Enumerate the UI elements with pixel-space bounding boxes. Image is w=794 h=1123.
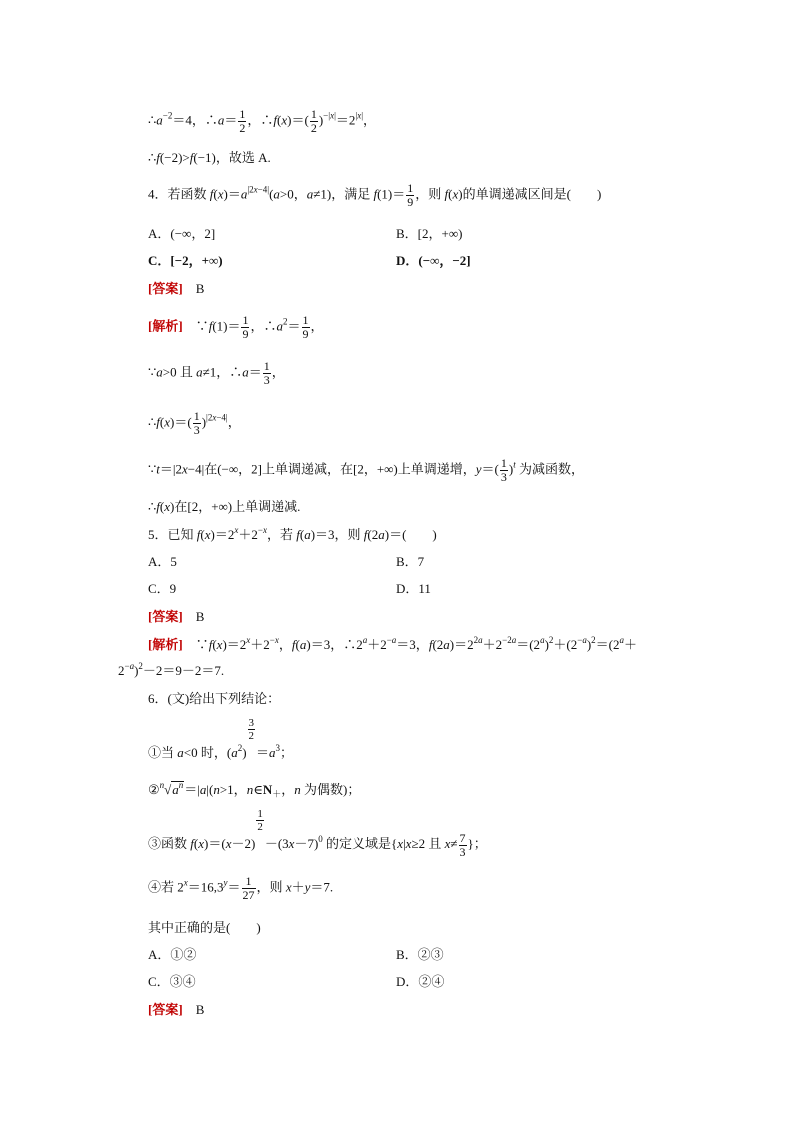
answer-value: B (195, 609, 205, 624)
question-5-stem: 5．已知 $f(x)=2^x+2^{-x}$，若 f(a)＝3，则 f(2a)＝( ) (148, 525, 437, 542)
statement-6-4: ④若 $2^x=16,3^y=$ $\frac{1}{27}$ ，则 x＋y＝7. (148, 874, 334, 902)
option-4d: D．(−∞，−2] (396, 253, 471, 268)
answer-value: B (195, 281, 205, 296)
option-5b: B．7 (396, 554, 425, 569)
statement-6-3: ③函数 f(x)＝(x－2) $\frac{1}{2}$ $-(3x-7)^0$ 的定义域是{x|x≥2 且 x≠ $\frac{7}{3}$ }； (148, 808, 487, 859)
option-6d: D．②④ (396, 974, 445, 989)
question-4-stem: 4．若函数 $f(x)=a^{|2x-4|}(a>0$，a≠1)，满足 f(1)＝ $\frac{1}{9}$ ，则 f(x)的单调递减区间是( ) (148, 181, 602, 209)
answer-6 (148, 999, 204, 1018)
analysis-4-line-1: [解析] ∵f(1)＝ $\frac{1}{9}$ ，$\therefore a^2=$ $\frac{1}{9}$ ， (148, 313, 324, 341)
option-5a: A．5 (148, 554, 177, 569)
answer-value: B (195, 1002, 205, 1017)
solution-line-2: ∴f(−2)>f(−1)，故选 A. (148, 150, 271, 165)
analysis-tag: [解析] (148, 637, 183, 652)
analysis-tag: [解析] (148, 318, 183, 334)
statement-6-2: $②^n√a^n=|a|(n>1$，$n\in N_+$，n 为偶数)； (148, 780, 361, 799)
analysis-5-line-1: [解析] $\because f(x)=2^x+2^{-x}$，f(a)＝3，$\therefore 2^a+2^{-a}=3$，$f(2a)=2^{2a}+2^{-2a}=(2^a)^2+(2^{-a})^2=(2^a+$ (148, 635, 638, 652)
option-5d: D．11 (396, 581, 431, 596)
analysis-4-line-3: ∴f(x)＝( $\frac{1}{3}$ )$^{|2x-4|}$， (148, 409, 241, 437)
option-4b: B．[2，+∞) (396, 226, 463, 241)
option-4c: C．[−2，+∞) (148, 253, 223, 268)
option-6c: C．③④ (148, 974, 196, 989)
answer-tag: [答案] (148, 609, 183, 624)
analysis-4-line-4: ∵t＝|2x−4|在(−∞，2]上单调递减，在[2，+∞)上单调递增，y＝( $\frac{1}{3}$ )$^t$ 为减函数， (148, 456, 584, 484)
answer-tag: [答案] (148, 281, 183, 296)
question-6-ask: 其中正确的是( ) (148, 920, 261, 935)
analysis-4-line-2: ∵a>0 且 a≠1，∴a＝ $\frac{1}{3}$ ， (148, 359, 285, 387)
answer-4 (148, 278, 204, 297)
analysis-5-line-2: $2^{-a})^2-2=9-2=7$. (118, 661, 225, 678)
solution-line-1: $\therefore a^{-2}=4$，∴a＝ $\frac{1}{2}$ ，∴f(x)＝( $\frac{1}{2}$ )$^{-|x|}=2^{|x|}$， (148, 107, 377, 135)
option-4a: A．(−∞，2] (148, 226, 216, 241)
answer-5 (148, 606, 204, 625)
statement-6-1: ①当 a<0 时，$(a^2)$ $\frac{3}{2}$ $=a^3$； (148, 717, 294, 760)
question-6-stem: 6．(文)给出下列结论： (148, 691, 281, 706)
option-6b: B．②③ (396, 947, 444, 962)
analysis-4-line-5: ∴f(x)在[2，+∞)上单调递减. (148, 499, 301, 514)
option-5c: C．9 (148, 581, 177, 596)
answer-tag: [答案] (148, 1002, 183, 1017)
option-6a: A．①② (148, 947, 197, 962)
